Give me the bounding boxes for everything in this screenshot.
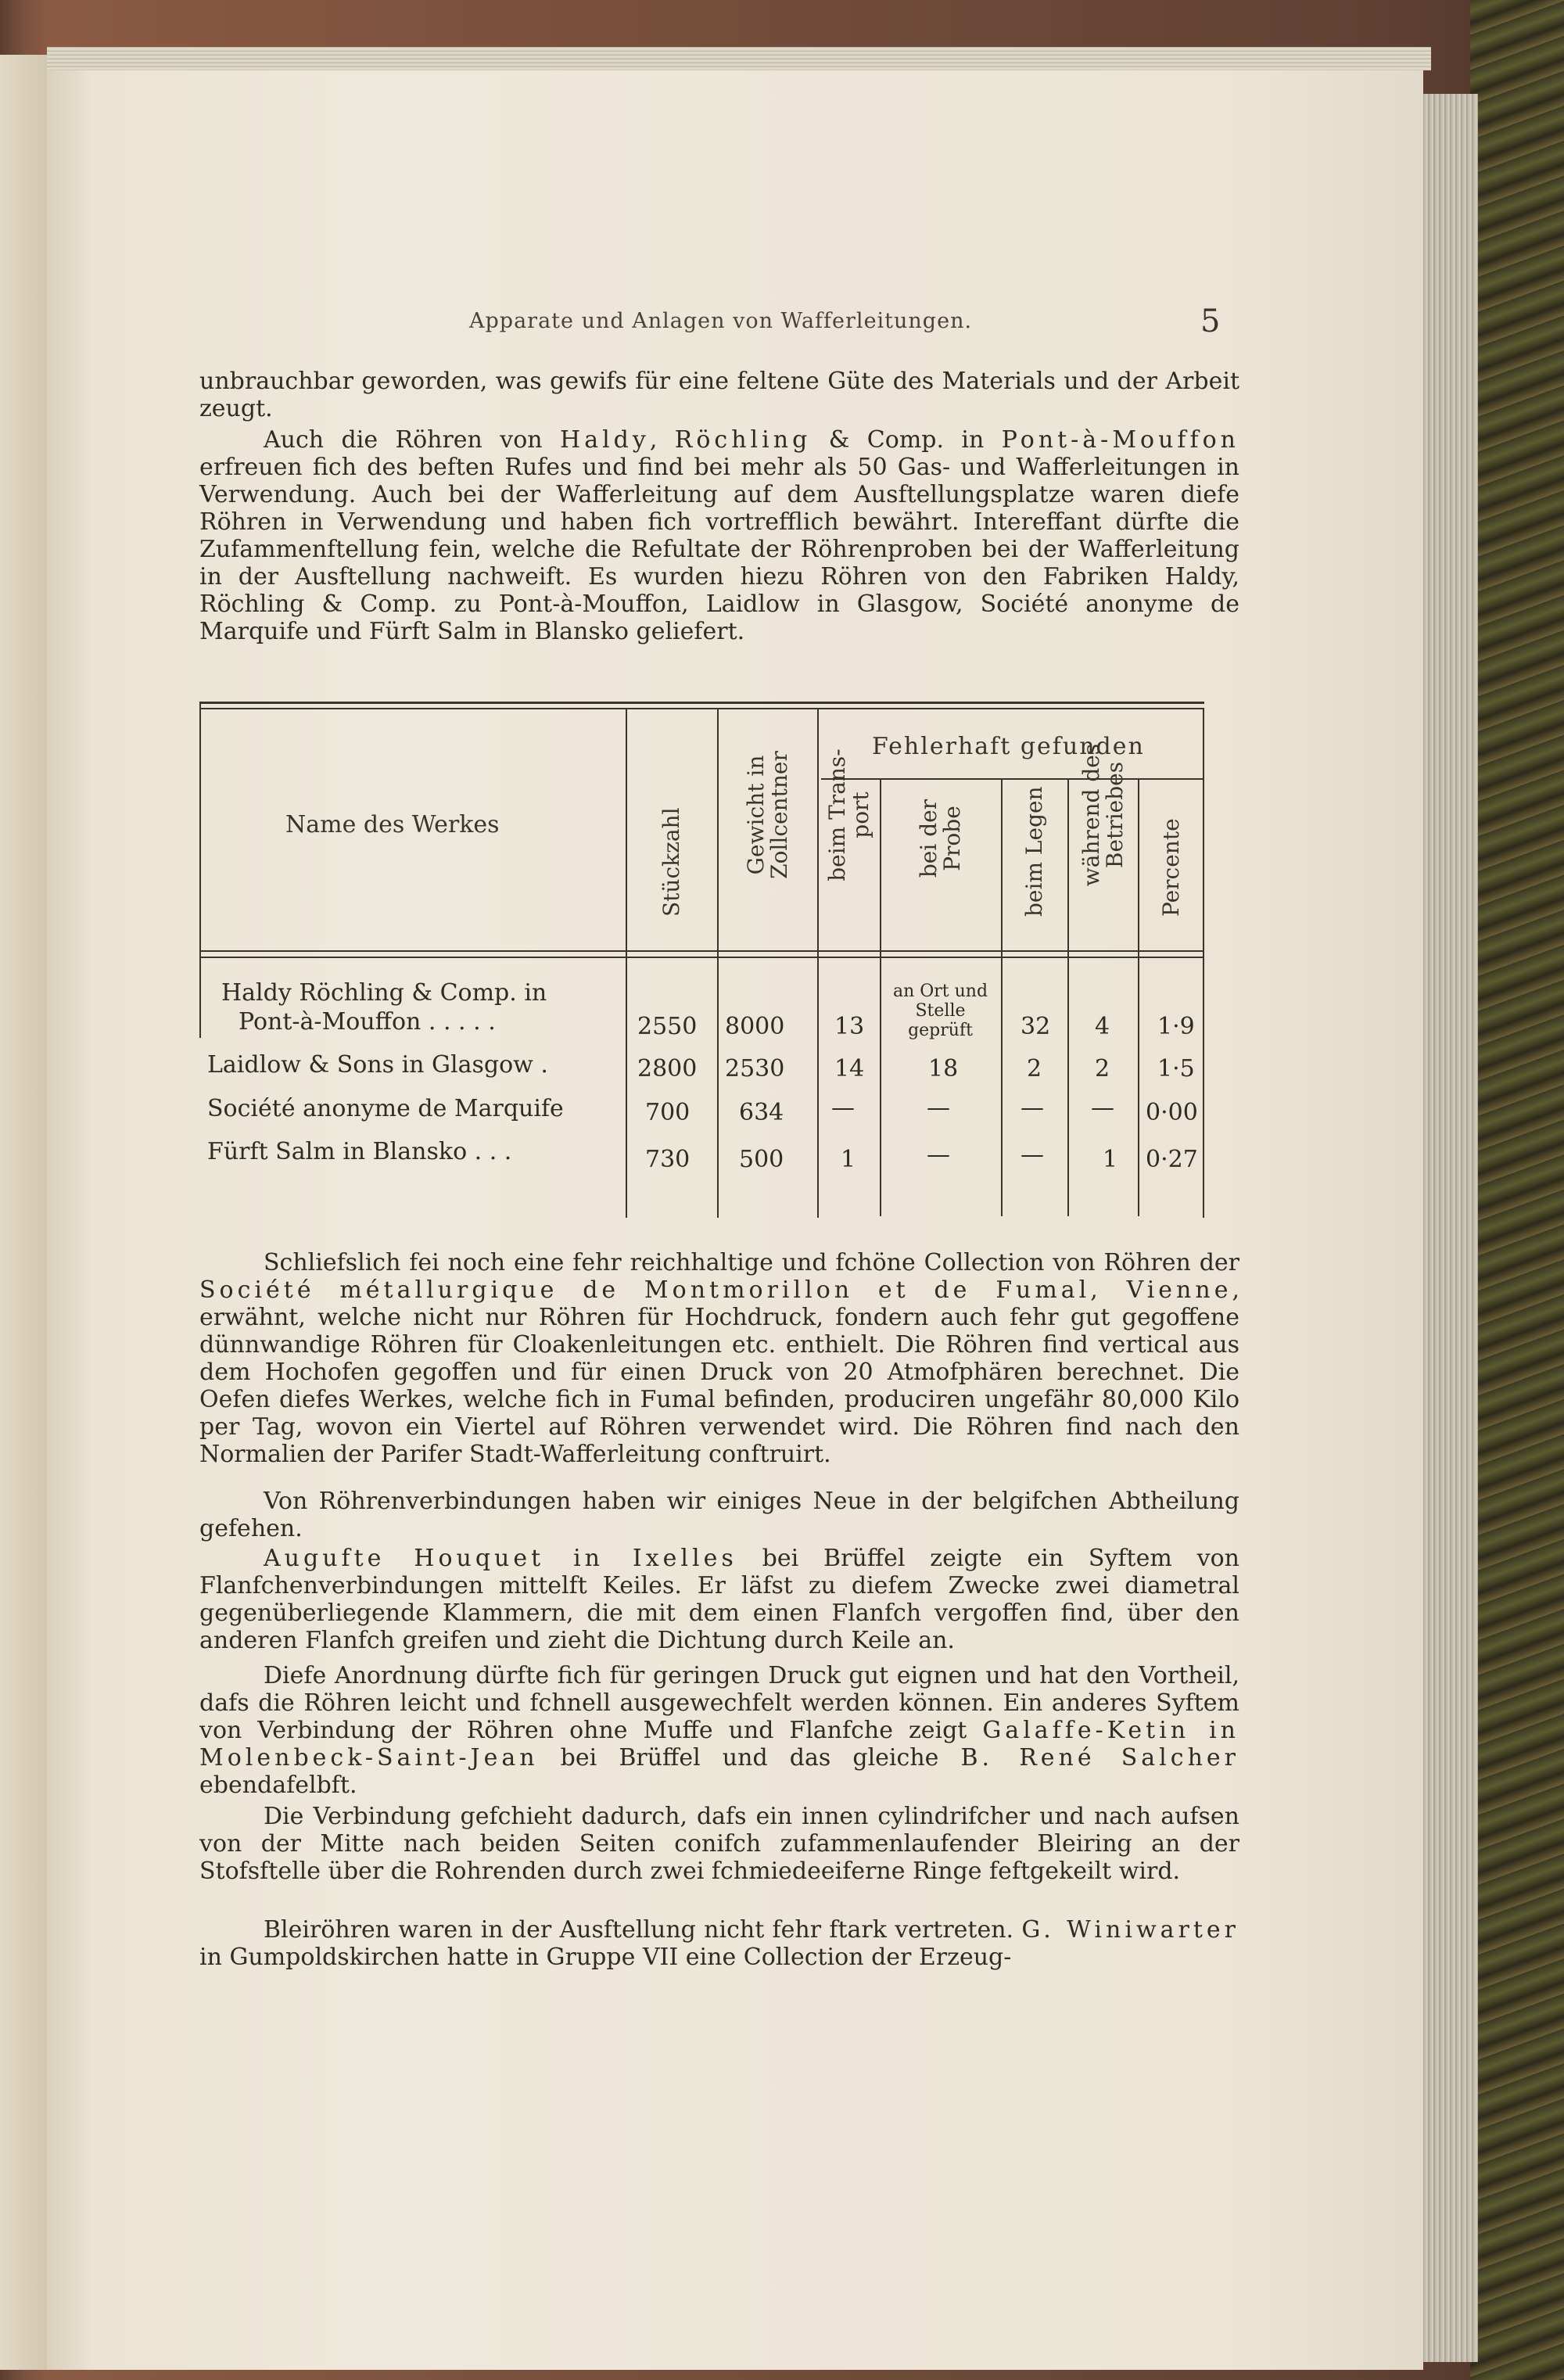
name-salcher: B. René Salcher [960,1744,1239,1772]
row3-weight: 634 [739,1099,784,1126]
page-number: 5 [1200,303,1221,339]
name-roechling: Röchling [674,426,812,454]
row4-count: 730 [645,1146,691,1173]
row4-weight: 500 [739,1146,784,1173]
text-run: in Gumpoldskirchen hatte in Gruppe VII eine Collection der Erzeug- [199,1944,1012,1971]
header-transport [820,748,879,948]
row4-legen: — [1021,1141,1044,1168]
text-run: ebendafelbft. [199,1772,357,1799]
row2-count: 2800 [637,1055,698,1082]
col-rule [817,709,819,1218]
row4-probe: — [927,1141,950,1168]
row2-betrieb: 2 [1095,1055,1110,1082]
paragraph-1: unbrauchbar geworden, was gewifs für eine feltene Güte des Materials und der Arbeit zeugt. [199,368,1239,422]
row1-name-line2: Pont-à-Mouffon . . . . . [239,1008,496,1036]
text-run: bei Brüffel zeigte ein Syftem von Flanfchenverbindungen mittelft Keiles. Er läfst zu diefem Zwecke zwei diametral gegenüberliegende Klammern, die mit dem einen Flanfch vergoffen find, über den anderen Flanfch greifen und zieht die Dichtung durch Keile an. [199,1545,1239,1654]
header-legen [1003,776,1066,948]
table-top-rule-2 [199,708,1204,709]
row3-percent: 0·00 [1146,1099,1198,1126]
header-text: während des Betriebes [1078,743,1128,887]
header-bottom-rule [199,950,1204,952]
header-text: Percente [1158,818,1184,917]
header-percente [1140,776,1203,948]
row3-transport: — [831,1094,855,1122]
row3-name: Société anonyme de Marquife [207,1095,564,1122]
table-right-rule [1203,709,1204,1218]
text-run: Schliefslich fei noch eine fehr reichhaltige und fchöne Collection von Röhren der [264,1249,1239,1276]
paragraph-4: Von Röhrenverbindungen haben wir einiges Neue in der belgifchen Abtheilung gefehen. [199,1488,1239,1542]
header-bottom-rule-2 [199,957,1204,958]
paragraph-7: Die Verbindung gefchieht dadurch, dafs ein innen cylindrifcher und nach aufsen von der Mitte nach beiden Seiten conifch zufammenlaufender Bleiring an der Stofsftelle über die Rohrenden durch zwei fchmiedeeiferne Ringe feftgekeilt wird. [199,1803,1239,1885]
row1-percent: 1·9 [1157,1013,1195,1040]
header-text: Stückzahl [658,807,684,917]
row2-weight: 2530 [725,1055,785,1082]
header-group: Fehlerhaft gefunden [872,733,1145,760]
col-rule [1138,778,1139,1216]
header-betrieb [1070,743,1137,948]
row4-name: Fürft Salm in Blansko . . . [207,1138,512,1165]
book-cover-marbled [1470,0,1564,2380]
paragraph-5 [199,1545,1239,1654]
row1-name-line1: Haldy Röchling & Comp. in [221,979,547,1007]
table-left-rule [199,702,201,1038]
row4-betrieb: 1 [1103,1146,1118,1173]
name-galaffe-ketin: Galaffe-Ketin in Molenbeck-Saint-Jean [199,1717,1239,1772]
row1-legen: 32 [1021,1013,1051,1040]
text-run: Diefe Anordnung dürfte fich für geringen Druck gut eignen und hat den Vortheil, dafs die Röhren leicht und fchnell ausgewechfelt werden können. Ein anderes Syftem von Verbindung der Röhren ohne Muffe und Flanfche zeigt [199,1662,1239,1744]
col-rule [1001,778,1003,1216]
row2-name: Laidlow & Sons in Glasgow . [207,1051,548,1079]
col-rule [626,709,627,1218]
row1-weight: 8000 [725,1013,785,1040]
name-winiwarter: G. Winiwarter [1021,1916,1239,1944]
paragraph-3 [199,1249,1239,1468]
row3-legen: — [1021,1094,1044,1122]
text-run: Auch die Röhren von [264,426,561,454]
paragraph-8 [199,1916,1239,1971]
table-top-rule [199,702,1204,704]
name-houquet: Augufte Houquet in Ixelles [264,1545,737,1572]
row3-count: 700 [645,1099,691,1126]
text-run: , [649,426,675,454]
row2-probe: 18 [928,1055,959,1082]
running-head: Apparate und Anlagen von Wafferleitungen. [469,309,973,333]
text-run: erfreuen fich des beften Rufes und find bei mehr als 50 Gas- und Wafferleitungen in Verwendung. Auch bei der Wafferleitung auf dem Ausftellungsplatze waren diefe Röhren in Verwendung und haben fich vortrefflich bewährt. Intereffant dürfte die Zufammenftellung fein, welche die Refultate der Röhrenproben bei der Wafferleitung in der Ausftellung nachweift. Es wurden hiezu Röhren von den Fabriken Haldy, Röchling & Comp. zu Pont-à-Mouffon, Laidlow in Glasgow, Société anonyme de Marquife und Fürft Salm in Blansko geliefert. [199,454,1239,645]
row1-transport: 13 [834,1013,865,1040]
paragraph-6 [199,1662,1239,1799]
text-run: & Comp. in [811,426,1002,454]
header-text: beim Trans-port [824,748,873,881]
row1-count: 2550 [637,1013,698,1040]
name-societe-metallurgique: Société métallurgique de Montmorillon et de Fumal, Vienne [199,1276,1232,1304]
row3-betrieb: — [1091,1094,1114,1122]
header-probe [882,776,999,948]
header-text: bei der Probe [916,799,965,878]
text-run: , erwähnt, welche nicht nur Röhren für Hochdruck, fondern auch fehr gut gegoffene dünnwandige Röhren für Cloakenleitungen etc. enthielt. Die Röhren find vertical aus dem Hochofen gegoffen und für einen Druck von 20 Atmofphären berechnet. Die Oefen diefes Werkes, welche fich in Fumal befinden, produciren ungefähr 80,000 Kilo per Tag, wovon ein Viertel auf Röhren verwendet wird. Die Röhren find nach den Normalien der Parifer Stadt-Wafferleitung conftruirt. [199,1276,1239,1468]
header-text: Gewicht in Zollcentner [743,751,792,879]
col-rule [1067,778,1069,1216]
header-name: Name des Werkes [285,811,500,838]
row1-betrieb: 4 [1095,1013,1110,1040]
results-table [199,702,1204,1218]
page-edges-top [47,47,1431,70]
row1-probe: an Ort und Stelle geprüft [892,982,988,1040]
row4-transport: 1 [841,1146,856,1173]
text-run: Bleiröhren waren in der Ausftellung nicht fehr ftark vertreten. [264,1916,1022,1944]
row2-percent: 1·5 [1157,1055,1195,1082]
paragraph-2 [199,426,1239,645]
name-haldy: Haldy [560,426,650,454]
row3-probe: — [927,1094,950,1122]
header-gewicht [719,751,816,948]
col-rule [717,709,719,1218]
name-pont-a-mousson: Pont-à-Mouffon [1001,426,1240,454]
header-stueckzahl [628,776,716,948]
page-edges [1419,94,1478,2362]
header-text: beim Legen [1021,786,1047,917]
text-run: bei Brüffel und das gleiche [538,1744,961,1772]
row2-transport: 14 [834,1055,865,1082]
col-rule [880,778,881,1216]
row2-legen: 2 [1027,1055,1042,1082]
row4-percent: 0·27 [1146,1146,1198,1173]
